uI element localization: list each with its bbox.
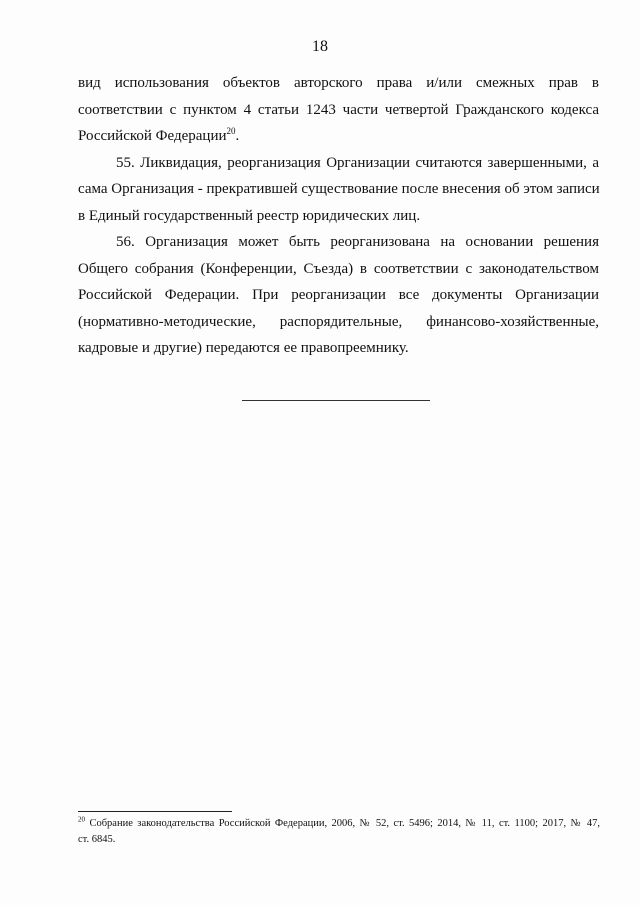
text-line: 56. Организация может быть реорганизована на основании решения (116, 234, 599, 250)
footnote-line: ст. 6845. (78, 834, 116, 845)
page-number: 18 (312, 38, 328, 55)
text-line: 55. Ликвидация, реорганизация Организации считаются завершенными, а (116, 154, 599, 171)
paragraph-56 (78, 229, 599, 362)
footnote-text: Собрание законодательства Российской Федерации, 2006, № 52, ст. 5496; 2014, № 11, ст. 1100; 2017, № 47, (85, 818, 600, 829)
text-fragment: Российской Федерации (78, 128, 227, 144)
paragraph-continuation (78, 70, 599, 150)
text-line: Общего собрания (Конференции, Съезда) в соответствии с законодательством (78, 260, 599, 277)
footnote (78, 816, 600, 848)
paragraph-55 (78, 150, 599, 230)
text-line: Российской Федерации. При реорганизации все документы Организации (78, 287, 599, 303)
document-body (78, 70, 599, 362)
text-line: в Единый государственный реестр юридических лиц. (78, 207, 421, 224)
section-divider (242, 400, 430, 401)
text-line: кадровые и другие) передаются ее правопреемнику. (78, 340, 409, 356)
text-line: сама Организация - прекратившей существование после внесения об этом записи (78, 181, 600, 197)
footnote-separator (78, 811, 232, 812)
text-fragment: . (235, 128, 240, 144)
text-line: вид использования объектов авторского права и/или смежных прав в (78, 75, 599, 91)
text-line: (нормативно-методические, распорядительные, финансово-хозяйственные, (78, 313, 599, 330)
text-line (78, 123, 599, 150)
text-line: соответствии с пунктом 4 статьи 1243 части четвертой Гражданского кодекса (78, 101, 599, 118)
footnote-mark: 20 (78, 815, 85, 824)
footnote-line (78, 816, 600, 832)
footnote-reference: 20 (226, 126, 236, 136)
